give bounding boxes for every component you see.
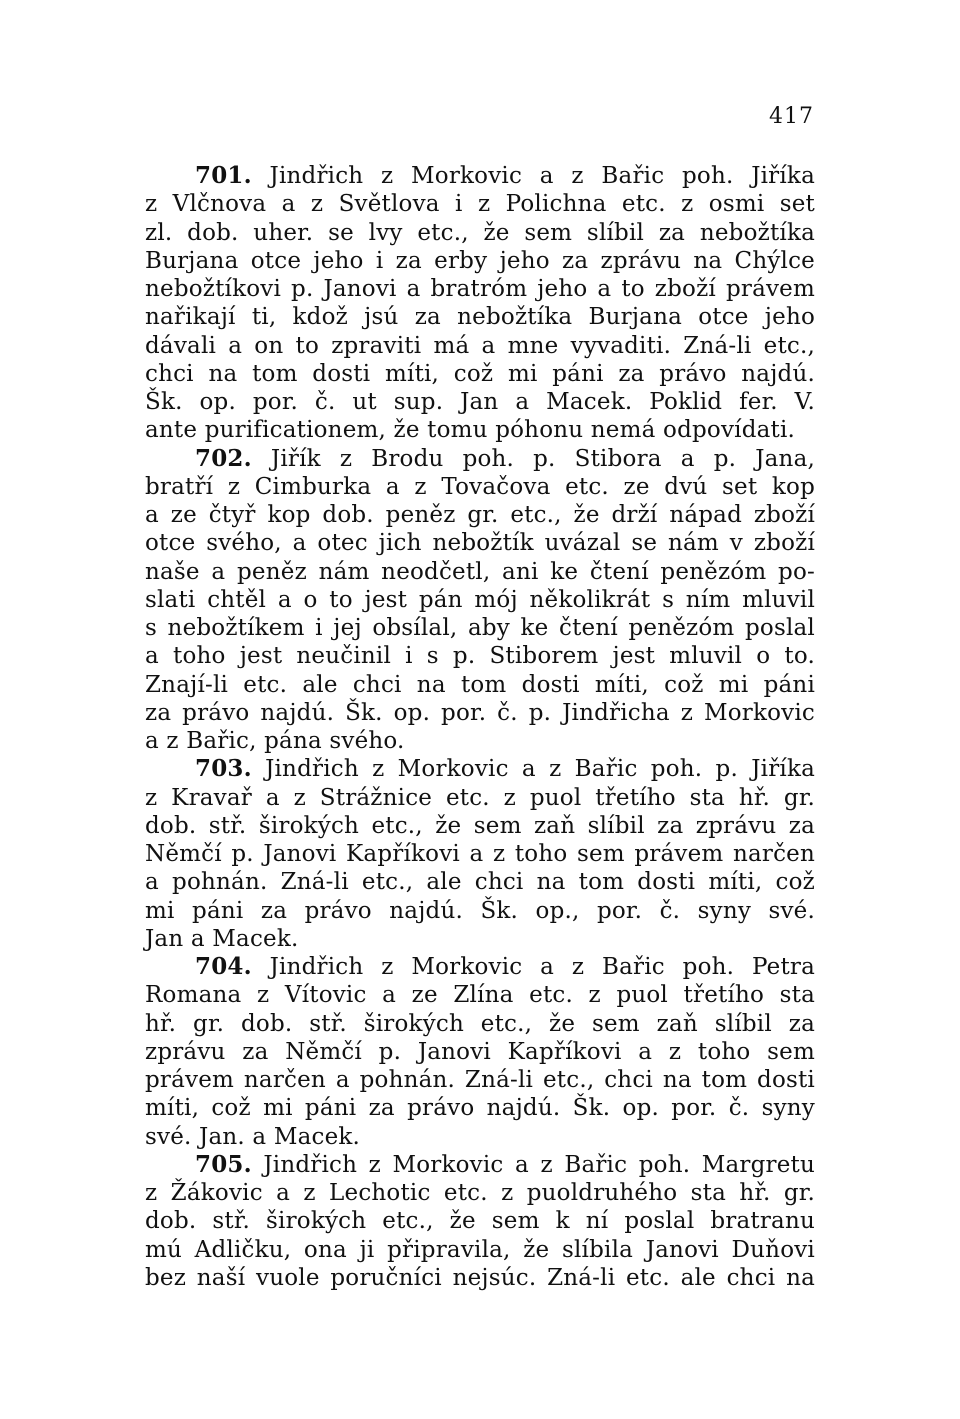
- text-line: [145, 529, 815, 557]
- line-text: právem narčen a pohnán. Zná-li etc., chci na tom dosti: [145, 1067, 815, 1093]
- entry-first-line: [145, 755, 815, 783]
- line-text: zprávu za Němčí p. Janovi Kapříkovi a z toho sem: [145, 1038, 815, 1065]
- entry-number: 703.: [195, 755, 252, 783]
- text-line: [145, 388, 815, 416]
- text-line: [145, 558, 815, 586]
- text-line: [145, 812, 815, 840]
- text-line: [145, 360, 815, 388]
- line-text: mi páni za právo najdú. Šk. op., por. č. syny své.: [145, 897, 815, 924]
- line-text: bratří z Cimburka a z Tovačova etc. ze dvú set kop: [145, 473, 815, 500]
- entry-first-line: [145, 1151, 815, 1179]
- entry-number: 705.: [195, 1150, 252, 1178]
- text-line: [145, 1010, 815, 1038]
- line-text: dávali a on to zpraviti má a mne vyvaditi. Zná-li etc.,: [145, 332, 815, 359]
- line-text: a z Bařic, pána svého.: [145, 728, 405, 754]
- line-text: Jindřich z Morkovic a z Bařic poh. Petra: [251, 954, 815, 980]
- text-line: [145, 671, 815, 699]
- line-text: Šk. op. por. č. ut sup. Jan a Macek. Poklid fer. V.: [145, 389, 815, 415]
- text-line: [145, 784, 815, 812]
- text-line: [145, 586, 815, 614]
- text-line: [145, 416, 815, 444]
- line-text: ante purificationem, že tomu póhonu nemá odpovídati.: [145, 417, 796, 444]
- line-text: otce svého, a otec jich nebožtík uvázal se nám v zboží: [145, 530, 815, 557]
- line-text: a pohnán. Zná-li etc., ale chci na tom dosti míti, což: [145, 869, 815, 896]
- line-text: z Vlčnova a z Světlova i z Polichna etc. z osmi set: [145, 191, 815, 218]
- line-text: Jindřich z Morkovic a z Bařic poh. p. Jiříka: [251, 756, 815, 783]
- line-text: mú Adličku, ona ji připravila, že slíbila Janovi Duňovi: [145, 1236, 815, 1263]
- text-line: [145, 501, 815, 529]
- text-line: [145, 1236, 815, 1264]
- line-text: Jindřich z Morkovic a z Bařic poh. Margretu: [251, 1151, 815, 1178]
- line-text: Jiřík z Brodu poh. p. Stibora a p. Jana,: [251, 445, 815, 472]
- entry-first-line: [145, 162, 815, 190]
- text-line: [145, 1179, 815, 1207]
- text-line: [145, 473, 815, 501]
- text-line: [145, 897, 815, 925]
- line-text: naše a peněz nám neodčetl, ani ke čtení penězóm po-: [145, 558, 815, 585]
- text-line: [145, 1094, 815, 1122]
- text-line: [145, 247, 815, 275]
- line-text: Romana z Vítovic a ze Zlína etc. z puol třetího sta: [145, 982, 815, 1009]
- line-text: dob. stř. širokých etc., že sem zaň slíbil za zprávu za: [145, 812, 815, 839]
- text-line: [145, 925, 815, 953]
- text-line: [145, 275, 815, 303]
- line-text: Znají-li etc. ale chci na tom dosti míti, což mi páni: [145, 671, 815, 698]
- line-text: bez naší vuole poručníci nejsúc. Zná-li etc. ale chci na: [145, 1264, 815, 1291]
- line-text: nařikají ti, kdož jsú za nebožtíka Burjana otce jeho: [145, 304, 815, 331]
- line-text: za právo najdú. Šk. op. por. č. p. Jindřicha z Morkovic: [145, 699, 815, 726]
- line-text: z Kravař a z Strážnice etc. z puol třetího sta hř. gr.: [145, 784, 815, 811]
- line-text: své. Jan. a Macek.: [145, 1123, 361, 1150]
- text-line: [145, 614, 815, 642]
- line-text: Jindřich z Morkovic a z Bařic poh. Jiříka: [251, 163, 815, 189]
- line-text: dob. stř. širokých etc., že sem k ní poslal bratranu: [145, 1208, 815, 1235]
- text-line: [145, 727, 815, 755]
- line-text: Burjana otce jeho i za erby jeho za zprávu na Chýlce: [145, 247, 815, 274]
- entry-first-line: [145, 953, 815, 981]
- text-line: [145, 1066, 815, 1094]
- text-line: [145, 219, 815, 247]
- page-number: 417: [769, 104, 814, 129]
- line-text: zl. dob. uher. se lvy etc., že sem slíbil za nebožtíka: [145, 219, 815, 246]
- entry-number: 704.: [195, 953, 252, 980]
- text-line: [145, 642, 815, 670]
- line-text: Jan a Macek.: [145, 925, 299, 952]
- entry-number: 702.: [195, 444, 252, 472]
- text-line: [145, 1207, 815, 1235]
- line-text: slati chtěl a o to jest pán mój několikrát s ním mluvil: [145, 586, 815, 613]
- line-text: Němčí p. Janovi Kapříkovi a z toho sem právem narčen: [145, 841, 815, 867]
- text-line: [145, 190, 815, 218]
- text-line: [145, 1264, 815, 1292]
- text-line: [145, 840, 815, 868]
- body-text: [145, 162, 815, 1292]
- text-line: [145, 981, 815, 1009]
- text-line: [145, 1038, 815, 1066]
- line-text: chci na tom dosti míti, což mi páni za právo najdú.: [145, 360, 815, 387]
- entry-number: 701.: [195, 162, 252, 189]
- text-line: [145, 699, 815, 727]
- text-line: [145, 332, 815, 360]
- line-text: a toho jest neučinil i s p. Stiborem jest mluvil o to.: [145, 643, 815, 670]
- line-text: a ze čtyř kop dob. peněz gr. etc., že drží nápad zboží: [145, 502, 815, 528]
- line-text: s nebožtíkem i jej obsílal, aby ke čtení penězóm poslal: [145, 615, 815, 641]
- text-line: [145, 303, 815, 331]
- line-text: hř. gr. dob. stř. širokých etc., že sem zaň slíbil za: [145, 1010, 815, 1037]
- line-text: z Žákovic a z Lechotic etc. z puoldruhého sta hř. gr.: [145, 1180, 815, 1206]
- line-text: míti, což mi páni za právo najdú. Šk. op. por. č. syny: [145, 1095, 815, 1122]
- text-line: [145, 868, 815, 896]
- entry-first-line: [145, 445, 815, 473]
- text-line: [145, 1123, 815, 1151]
- line-text: nebožtíkovi p. Janovi a bratróm jeho a to zboží právem: [145, 276, 815, 302]
